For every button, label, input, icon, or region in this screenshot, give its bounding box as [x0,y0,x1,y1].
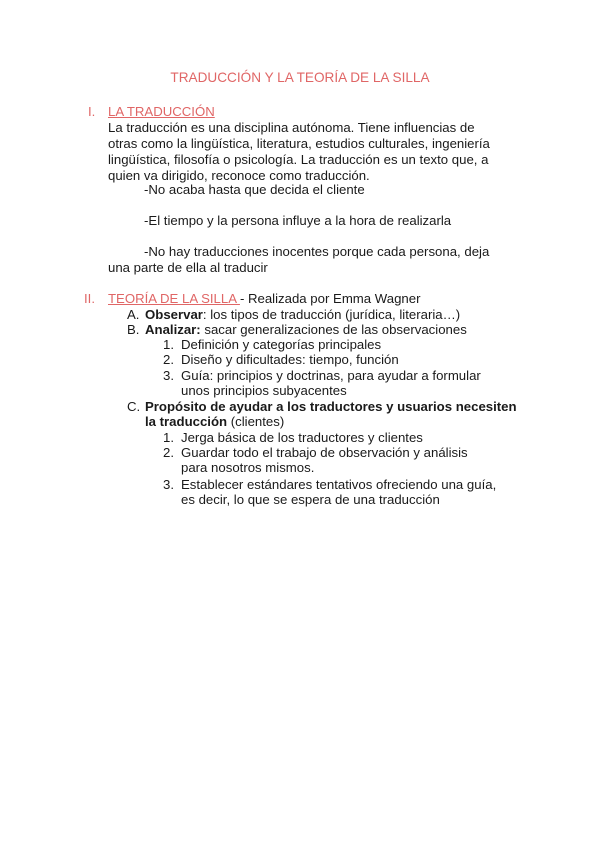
item-c-line1 [145,399,517,415]
section2-heading: TEORÍA DE LA SILLA [108,291,240,306]
item-b [145,322,467,338]
item-c-bold-line1: Propósito de ayudar a los traductores y usuarios necesiten [145,399,517,414]
bullet-inocentes-line2: una parte de ella al traducir [108,260,268,275]
item-b-bold: Analizar: [145,322,201,337]
paragraph-line: La traducción es una disciplina autónoma. Tiene influencias de [108,120,475,135]
paragraph-line: otras como la lingüística, literatura, estudios culturales, ingeniería [108,136,490,151]
c2-text-line1: Guardar todo el trabajo de observación y análisis [181,445,468,460]
b3-text-line1: Guía: principios y doctrinas, para ayudar a formular [181,368,481,383]
item-c-marker: C. [127,399,141,414]
bullet-no-acaba: -No acaba hasta que decida el cliente [144,182,365,197]
item-a-marker: A. [127,307,140,322]
c2-text-line2: para nosotros mismos. [181,460,315,475]
item-b-text: sacar generalizaciones de las observaciones [200,322,467,337]
item-c-line2 [145,414,284,430]
item-a-bold: Observar [145,307,203,322]
c1-text: Jerga básica de los traductores y clientes [181,430,423,445]
item-b-marker: B. [127,322,140,337]
section2-heading-line [108,291,420,307]
section2-numeral: II. [84,291,95,306]
b2-text: Diseño y dificultades: tiempo, función [181,352,399,367]
c3-text-line2: es decir, lo que se espera de una traducción [181,492,440,507]
page-title: TRADUCCIÓN Y LA TEORÍA DE LA SILLA [170,70,430,85]
section1-numeral: I. [88,104,96,119]
c3-number: 3. [163,477,174,492]
b3-number: 3. [163,368,174,383]
paragraph-line: lingüística, filosofía o psicología. La traducción es un texto que, a [108,152,489,167]
section2-author: - Realizada por Emma Wagner [239,291,421,306]
b3-text-line2: unos principios subyacentes [181,383,347,398]
bullet-tiempo: -El tiempo y la persona influye a la hora de realizarla [144,213,452,228]
b1-number: 1. [163,337,174,352]
bullet-inocentes-line1: -No hay traducciones inocentes porque cada persona, deja [144,244,490,259]
section1-paragraph [108,120,538,184]
paragraph-line: quien va dirigido, reconoce como traducción. [108,168,370,183]
item-a-text: : los tipos de traducción (jurídica, literaria…) [202,307,461,322]
item-a [145,307,460,323]
section1-heading: LA TRADUCCIÓN [108,104,215,119]
item-c-text: (clientes) [227,414,285,429]
c3-text-line1: Establecer estándares tentativos ofreciendo una guía, [181,477,497,492]
b1-text: Definición y categorías principales [181,337,382,352]
c2-number: 2. [163,445,174,460]
c1-number: 1. [163,430,174,445]
item-c-bold-line2: la traducción [145,414,228,429]
b2-number: 2. [163,352,174,367]
